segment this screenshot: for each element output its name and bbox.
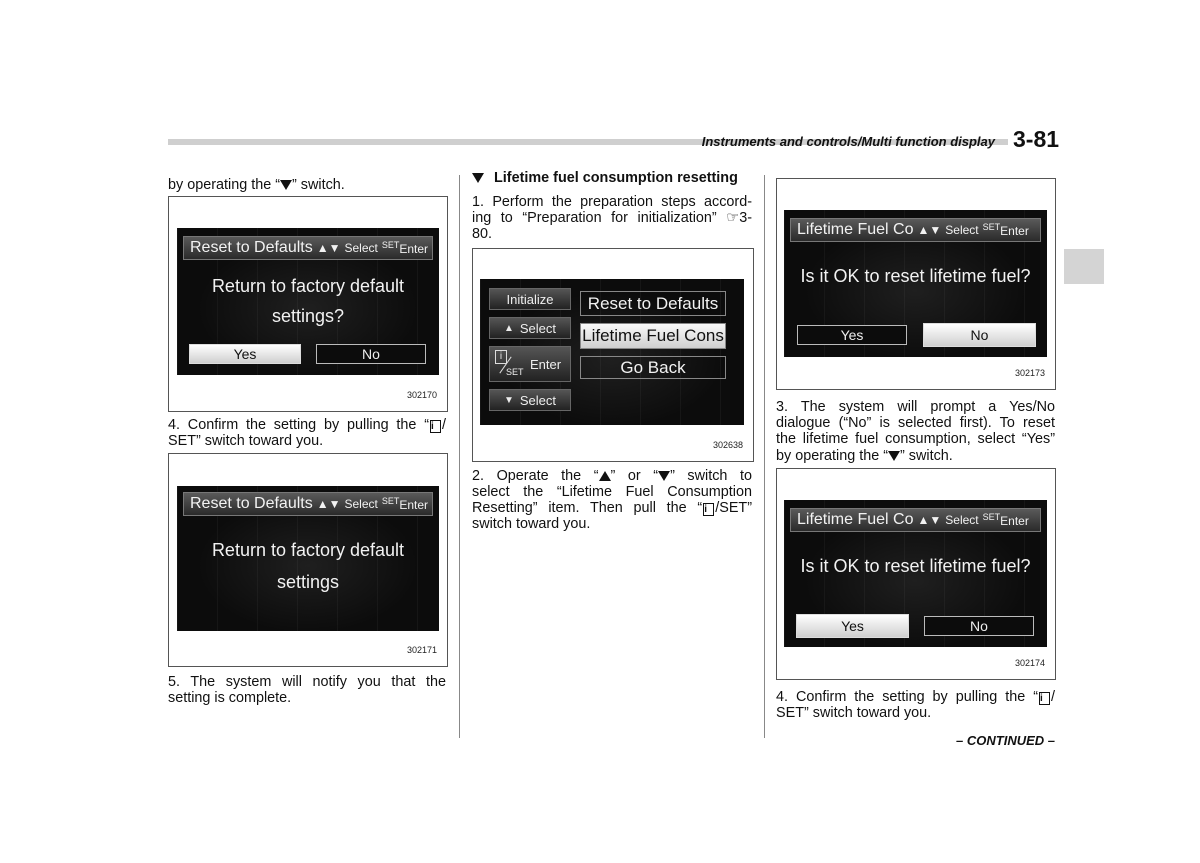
menu-initialize: Initialize <box>489 288 571 310</box>
screen-message: Is it OK to reset lifetime fuel? <box>800 266 1031 286</box>
figure-code: 302171 <box>406 645 437 655</box>
section-title: Instruments and controls/Multi function display <box>701 134 995 149</box>
step-2-text: 2. Operate the “ ” or “ ” switch to <box>472 468 752 484</box>
heading-bullet-icon <box>472 173 484 183</box>
figure-302638 <box>472 248 754 462</box>
screen-message: settings <box>276 572 340 592</box>
chapter-tab <box>1064 249 1104 284</box>
updown-icon: ▲▼ <box>316 497 341 511</box>
step-1-text: 1. Perform the preparation steps accord- <box>472 194 752 210</box>
figure-302174 <box>776 468 1056 680</box>
screen-title-bar: Reset to Defaults ▲▼ Select $^{SET}$Enter <box>183 236 433 260</box>
screen-message: Is it OK to reset lifetime fuel? <box>800 556 1031 576</box>
section-heading: Lifetime fuel consumption resetting <box>472 170 738 186</box>
menu-item-reset-defaults: Reset to Defaults <box>580 291 726 316</box>
continued-label: – CONTINUED – <box>956 733 1055 748</box>
info-icon: i <box>430 420 441 433</box>
page-number: 3-81 <box>1013 126 1060 152</box>
display-screen <box>480 279 744 425</box>
updown-icon: ▲▼ <box>917 223 942 237</box>
step-3-text: 3. The system will prompt a Yes/No <box>776 399 1055 415</box>
menu-select-up: ▲ Select <box>489 317 571 339</box>
screen-message: settings? <box>271 306 345 326</box>
step-3-text: the lifetime fuel consumption, select “Yes” <box>776 431 1055 447</box>
screen-title-bar: Reset to Defaults ▲▼ Select $^{SET}$Enter <box>183 492 433 516</box>
step-1-text: 80. <box>472 226 493 242</box>
no-button: No <box>316 344 426 364</box>
menu-enter: i SET Enter <box>489 346 571 382</box>
display-screen <box>784 210 1047 357</box>
display-screen <box>177 228 439 375</box>
column-divider <box>459 175 460 738</box>
down-arrow-icon: ▼ <box>503 394 514 406</box>
step-2-text: Resetting” item. Then pull the “ i /SET” <box>472 500 752 516</box>
step-3-text: dialogue (“No” is selected first). To reset <box>776 415 1055 431</box>
figure-302173 <box>776 178 1056 390</box>
up-arrow-icon <box>599 471 611 481</box>
yes-button: Yes <box>189 344 301 364</box>
figure-code: 302170 <box>406 390 437 400</box>
display-screen <box>177 486 439 631</box>
column-divider <box>764 175 765 738</box>
menu-item-go-back: Go Back <box>580 356 726 379</box>
step-3-text: by operating the “ ” switch. <box>776 448 953 464</box>
down-arrow-icon <box>658 471 670 481</box>
step-2-text: select the “Lifetime Fuel Consumption <box>472 484 752 500</box>
step-2-text: switch toward you. <box>472 516 591 532</box>
screen-title-bar: Lifetime Fuel Co ▲▼ Select $^{SET}$Enter <box>790 508 1041 532</box>
figure-302171 <box>168 453 448 667</box>
step-5-text: 5. The system will notify you that the <box>168 674 446 690</box>
updown-icon: ▲▼ <box>316 241 341 255</box>
figure-code: 302638 <box>712 440 743 450</box>
intro-text: by operating the “ ” switch. <box>168 177 345 193</box>
step-4-text-cont: SET” switch toward you. <box>776 705 932 721</box>
screen-title-bar: Lifetime Fuel Co ▲▼ Select $^{SET}$Enter <box>790 218 1041 242</box>
screen-message: Return to factory default <box>211 276 405 296</box>
screen-message: Return to factory default <box>211 540 405 560</box>
info-icon: i <box>703 503 714 516</box>
yes-button: Yes <box>797 325 907 345</box>
yes-button: Yes <box>796 614 909 638</box>
no-button: No <box>924 616 1034 636</box>
step-4-text: 4. Confirm the setting by pulling the “ i / <box>168 417 446 433</box>
menu-select-down: ▼ Select <box>489 389 571 411</box>
up-arrow-icon: ▲ <box>503 322 514 334</box>
display-screen <box>784 500 1047 647</box>
figure-code: 302174 <box>1014 658 1045 668</box>
step-5-text-cont: setting is complete. <box>168 690 292 706</box>
info-icon: i <box>1039 692 1050 705</box>
no-button: No <box>923 323 1036 347</box>
figure-code: 302173 <box>1014 368 1045 378</box>
step-4-text-cont: SET” switch toward you. <box>168 433 324 449</box>
step-4-text: 4. Confirm the setting by pulling the “ i / <box>776 689 1055 705</box>
figure-302170 <box>168 196 448 412</box>
info-set-icon: i SET <box>494 349 522 379</box>
down-arrow-icon <box>888 451 900 461</box>
menu-item-lifetime-fuel: Lifetime Fuel Cons <box>580 323 726 349</box>
updown-icon: ▲▼ <box>917 513 942 527</box>
step-1-text: ing to “Preparation for initialization” ☞3- <box>472 210 752 226</box>
down-arrow-icon <box>280 180 292 190</box>
